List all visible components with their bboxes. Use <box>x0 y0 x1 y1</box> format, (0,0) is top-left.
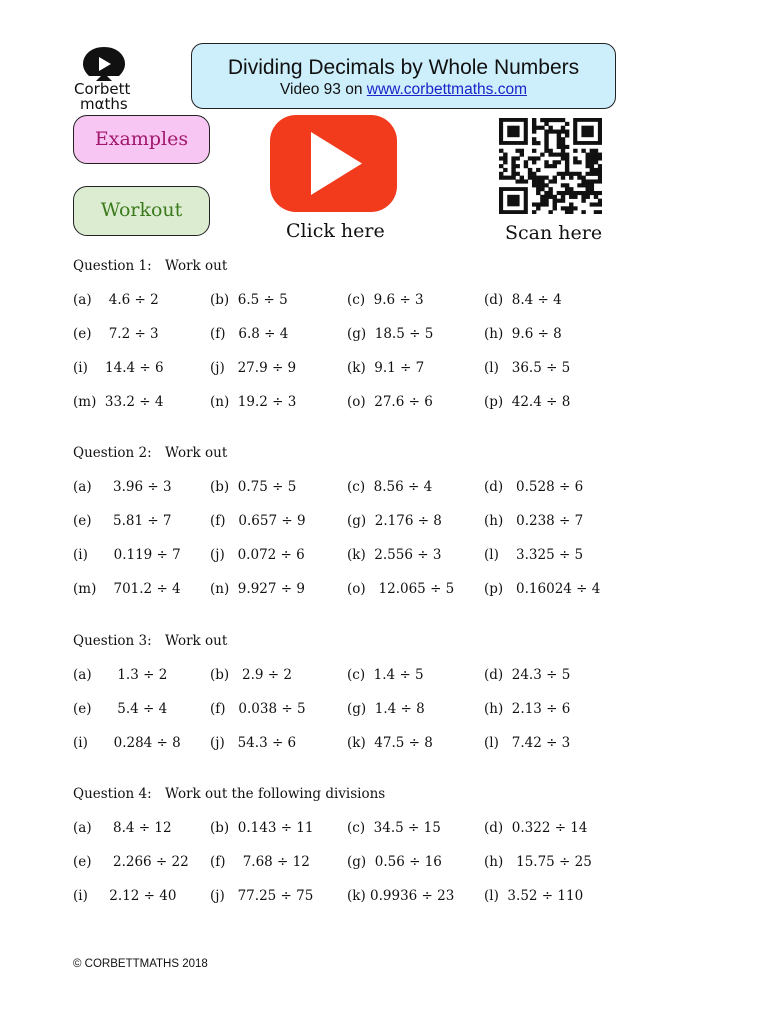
question-item: (l) 3.52 ÷ 110 <box>484 888 584 904</box>
play-icon <box>270 115 397 212</box>
question-item: (l) 36.5 ÷ 5 <box>484 360 571 376</box>
question-2-heading <box>73 445 227 461</box>
question-item: (g) 0.56 ÷ 16 <box>347 854 442 870</box>
question-instruction: Work out <box>165 445 228 461</box>
question-item: (d) 24.3 ÷ 5 <box>484 667 571 683</box>
question-item: (e) 2.266 ÷ 22 <box>73 854 189 870</box>
question-item: (g) 2.176 ÷ 8 <box>347 513 442 529</box>
corbettmaths-logo <box>70 46 140 112</box>
video-label: Video 93 on <box>280 81 367 98</box>
page-title: Dividing Decimals by Whole Numbers <box>227 56 580 79</box>
question-item: (c) 1.4 ÷ 5 <box>347 667 424 683</box>
question-item: (m) 701.2 ÷ 4 <box>73 581 181 597</box>
logo-emblem-icon <box>82 46 126 82</box>
question-item: (k) 9.1 ÷ 7 <box>347 360 425 376</box>
question-item: (n) 19.2 ÷ 3 <box>210 394 297 410</box>
question-item: (j) 27.9 ÷ 9 <box>210 360 297 376</box>
video-play-button[interactable] <box>270 115 397 212</box>
question-label: Question 3: <box>73 633 152 649</box>
question-item: (m) 33.2 ÷ 4 <box>73 394 164 410</box>
qr-code-graphic <box>499 118 602 214</box>
question-item: (i) 0.119 ÷ 7 <box>73 547 181 563</box>
copyright-footer: © CORBETTMATHS 2018 <box>73 958 208 970</box>
question-item: (a) 1.3 ÷ 2 <box>73 667 168 683</box>
question-item: (f) 0.038 ÷ 5 <box>210 701 306 717</box>
question-item: (f) 0.657 ÷ 9 <box>210 513 306 529</box>
question-item: (j) 77.25 ÷ 75 <box>210 888 314 904</box>
question-item: (d) 0.528 ÷ 6 <box>484 479 584 495</box>
video-info <box>192 81 615 99</box>
question-item: (h) 15.75 ÷ 25 <box>484 854 592 870</box>
question-item: (e) 5.4 ÷ 4 <box>73 701 168 717</box>
question-item: (b) 0.75 ÷ 5 <box>210 479 297 495</box>
question-label: Question 4: <box>73 786 152 802</box>
question-instruction: Work out <box>165 633 228 649</box>
question-item: (l) 3.325 ÷ 5 <box>484 547 584 563</box>
scan-here-label: Scan here <box>505 222 603 244</box>
question-item: (h) 0.238 ÷ 7 <box>484 513 584 529</box>
question-item: (i) 14.4 ÷ 6 <box>73 360 164 376</box>
question-item: (e) 5.81 ÷ 7 <box>73 513 172 529</box>
question-item: (l) 7.42 ÷ 3 <box>484 735 571 751</box>
question-instruction: Work out the following divisions <box>165 786 386 802</box>
question-label: Question 2: <box>73 445 152 461</box>
question-item: (b) 6.5 ÷ 5 <box>210 292 288 308</box>
question-item: (g) 1.4 ÷ 8 <box>347 701 425 717</box>
question-item: (j) 54.3 ÷ 6 <box>210 735 297 751</box>
corbettmaths-link[interactable]: www.corbettmaths.com <box>366 81 527 98</box>
question-label: Question 1: <box>73 258 152 274</box>
click-here-label[interactable]: Click here <box>286 220 385 242</box>
question-item: (c) 8.56 ÷ 4 <box>347 479 433 495</box>
question-item: (e) 7.2 ÷ 3 <box>73 326 159 342</box>
question-item: (f) 7.68 ÷ 12 <box>210 854 310 870</box>
title-box <box>191 43 616 109</box>
logo-text-line1: Corbett <box>74 80 131 98</box>
qr-code-icon[interactable] <box>499 118 602 214</box>
question-item: (j) 0.072 ÷ 6 <box>210 547 305 563</box>
workout-button[interactable]: Workout <box>73 186 210 236</box>
question-item: (b) 0.143 ÷ 11 <box>210 820 314 836</box>
question-item: (h) 2.13 ÷ 6 <box>484 701 571 717</box>
question-item: (d) 0.322 ÷ 14 <box>484 820 588 836</box>
question-item: (o) 27.6 ÷ 6 <box>347 394 433 410</box>
question-item: (p) 42.4 ÷ 8 <box>484 394 571 410</box>
question-item: (k) 0.9936 ÷ 23 <box>347 888 455 904</box>
question-item: (a) 8.4 ÷ 12 <box>73 820 172 836</box>
examples-button[interactable]: Examples <box>73 115 210 164</box>
question-item: (o) 12.065 ÷ 5 <box>347 581 455 597</box>
question-item: (a) 3.96 ÷ 3 <box>73 479 172 495</box>
question-item: (i) 2.12 ÷ 40 <box>73 888 177 904</box>
question-item: (k) 47.5 ÷ 8 <box>347 735 433 751</box>
question-item: (k) 2.556 ÷ 3 <box>347 547 442 563</box>
question-3-heading <box>73 633 227 649</box>
question-item: (c) 34.5 ÷ 15 <box>347 820 441 836</box>
question-1-heading <box>73 258 227 274</box>
question-item: (c) 9.6 ÷ 3 <box>347 292 424 308</box>
question-item: (a) 4.6 ÷ 2 <box>73 292 159 308</box>
logo-text-line2: mαths <box>80 95 128 113</box>
question-instruction: Work out <box>165 258 228 274</box>
question-item: (f) 6.8 ÷ 4 <box>210 326 289 342</box>
question-item: (h) 9.6 ÷ 8 <box>484 326 562 342</box>
question-item: (b) 2.9 ÷ 2 <box>210 667 293 683</box>
question-item: (d) 8.4 ÷ 4 <box>484 292 562 308</box>
question-item: (g) 18.5 ÷ 5 <box>347 326 434 342</box>
question-item: (p) 0.16024 ÷ 4 <box>484 581 601 597</box>
question-item: (n) 9.927 ÷ 9 <box>210 581 305 597</box>
question-item: (i) 0.284 ÷ 8 <box>73 735 181 751</box>
question-4-heading <box>73 786 385 802</box>
